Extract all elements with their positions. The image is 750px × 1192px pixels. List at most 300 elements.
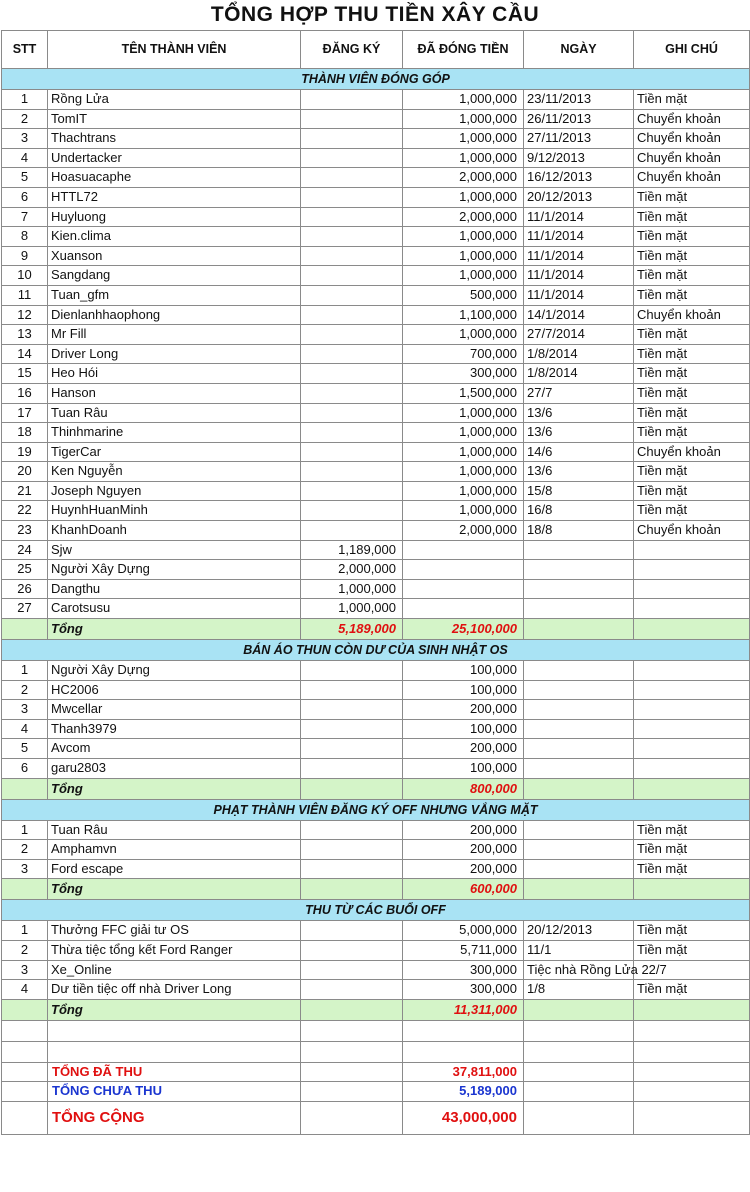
date-cell: 11/1/2014 bbox=[524, 266, 634, 286]
table-row bbox=[2, 759, 750, 779]
table-row bbox=[2, 960, 750, 980]
stt-cell: 22 bbox=[2, 501, 48, 521]
note-cell: Tiền mặt bbox=[634, 859, 750, 879]
registered-amount-cell bbox=[301, 207, 403, 227]
paid-amount-cell: 1,000,000 bbox=[403, 481, 524, 501]
registered-amount-cell bbox=[301, 148, 403, 168]
note-cell bbox=[634, 560, 750, 580]
registered-amount-cell bbox=[301, 285, 403, 305]
note-cell: Tiền mặt bbox=[634, 980, 750, 1000]
registered-amount-cell bbox=[301, 980, 403, 1000]
registered-amount-cell bbox=[301, 129, 403, 149]
paid-amount-cell: 500,000 bbox=[403, 285, 524, 305]
total-paid: 25,100,000 bbox=[403, 619, 524, 640]
paid-amount-cell: 200,000 bbox=[403, 700, 524, 720]
stt-cell: 6 bbox=[2, 187, 48, 207]
date-cell: 23/11/2013 bbox=[524, 90, 634, 110]
note-cell bbox=[634, 739, 750, 759]
table-row bbox=[2, 364, 750, 384]
stt-cell: 14 bbox=[2, 344, 48, 364]
registered-amount-cell bbox=[301, 462, 403, 482]
header-stt: STT bbox=[2, 31, 48, 69]
grand-total-value: 43,000,000 bbox=[403, 1101, 524, 1134]
note-cell: Chuyển khoản bbox=[634, 109, 750, 129]
registered-amount-cell bbox=[301, 759, 403, 779]
table-row bbox=[2, 442, 750, 462]
date-cell: 14/1/2014 bbox=[524, 305, 634, 325]
table-row bbox=[2, 521, 750, 541]
table-row bbox=[2, 820, 750, 840]
total-collected-value: 37,811,000 bbox=[403, 1062, 524, 1082]
table-row bbox=[2, 661, 750, 681]
note-cell bbox=[634, 579, 750, 599]
stt-cell: 25 bbox=[2, 560, 48, 580]
registered-amount-cell bbox=[301, 403, 403, 423]
member-name-cell: Xe_Online bbox=[48, 960, 301, 980]
date-cell: 13/6 bbox=[524, 403, 634, 423]
member-name-cell: HC2006 bbox=[48, 680, 301, 700]
total-pending-row bbox=[2, 1082, 750, 1102]
member-name-cell: TigerCar bbox=[48, 442, 301, 462]
note-cell bbox=[634, 719, 750, 739]
header-date: NGÀY bbox=[524, 31, 634, 69]
paid-amount-cell bbox=[403, 599, 524, 619]
date-cell: 26/11/2013 bbox=[524, 109, 634, 129]
header-note: GHI CHÚ bbox=[634, 31, 750, 69]
note-cell: Tiền mặt bbox=[634, 187, 750, 207]
member-name-cell: Driver Long bbox=[48, 344, 301, 364]
grand-total-label: TỔNG CỘNG bbox=[48, 1101, 301, 1134]
total-paid: 11,311,000 bbox=[403, 999, 524, 1020]
stt-cell: 5 bbox=[2, 168, 48, 188]
note-cell: Tiền mặt bbox=[634, 383, 750, 403]
date-cell bbox=[524, 820, 634, 840]
registered-amount-cell: 1,000,000 bbox=[301, 579, 403, 599]
note-cell bbox=[634, 599, 750, 619]
member-name-cell: Sangdang bbox=[48, 266, 301, 286]
total-label: Tổng bbox=[48, 999, 301, 1020]
total-stt-cell bbox=[2, 619, 48, 640]
section-title: BÁN ÁO THUN CÒN DƯ CỦA SINH NHẬT OS bbox=[2, 640, 750, 661]
stt-cell: 26 bbox=[2, 579, 48, 599]
total-collected-label: TỔNG ĐÃ THU bbox=[48, 1062, 301, 1082]
registered-amount-cell bbox=[301, 521, 403, 541]
date-cell: 1/8/2014 bbox=[524, 364, 634, 384]
paid-amount-cell: 100,000 bbox=[403, 759, 524, 779]
section-header bbox=[2, 900, 750, 921]
registered-amount-cell bbox=[301, 820, 403, 840]
registered-amount-cell bbox=[301, 305, 403, 325]
note-cell: Tiền mặt bbox=[634, 940, 750, 960]
registered-amount-cell bbox=[301, 661, 403, 681]
registered-amount-cell bbox=[301, 940, 403, 960]
paid-amount-cell: 300,000 bbox=[403, 980, 524, 1000]
table-row bbox=[2, 344, 750, 364]
table-row bbox=[2, 921, 750, 941]
note-cell: Tiền mặt bbox=[634, 266, 750, 286]
note-cell: Chuyển khoản bbox=[634, 168, 750, 188]
total-date-cell bbox=[524, 619, 634, 640]
member-name-cell: Carotsusu bbox=[48, 599, 301, 619]
stt-cell: 3 bbox=[2, 859, 48, 879]
note-cell: Tiền mặt bbox=[634, 344, 750, 364]
member-name-cell: Dư tiền tiệc off nhà Driver Long bbox=[48, 980, 301, 1000]
note-cell: Tiền mặt bbox=[634, 481, 750, 501]
paid-amount-cell: 100,000 bbox=[403, 719, 524, 739]
table-row bbox=[2, 501, 750, 521]
table-row bbox=[2, 90, 750, 110]
date-cell: 11/1/2014 bbox=[524, 207, 634, 227]
paid-amount-cell bbox=[403, 540, 524, 560]
table-row bbox=[2, 383, 750, 403]
total-registered bbox=[301, 778, 403, 799]
registered-amount-cell: 2,000,000 bbox=[301, 560, 403, 580]
paid-amount-cell: 5,000,000 bbox=[403, 921, 524, 941]
member-name-cell: Amphamvn bbox=[48, 840, 301, 860]
total-note-cell bbox=[634, 999, 750, 1020]
total-label: Tổng bbox=[48, 778, 301, 799]
table-row bbox=[2, 168, 750, 188]
total-note-cell bbox=[634, 879, 750, 900]
registered-amount-cell bbox=[301, 109, 403, 129]
registered-amount-cell bbox=[301, 344, 403, 364]
registered-amount-cell bbox=[301, 325, 403, 345]
paid-amount-cell: 300,000 bbox=[403, 960, 524, 980]
note-cell: Tiền mặt bbox=[634, 364, 750, 384]
member-name-cell: Thachtrans bbox=[48, 129, 301, 149]
date-cell: 1/8/2014 bbox=[524, 344, 634, 364]
table-row bbox=[2, 840, 750, 860]
member-name-cell: Joseph Nguyen bbox=[48, 481, 301, 501]
member-name-cell: Dienlanhhaophong bbox=[48, 305, 301, 325]
table-row bbox=[2, 859, 750, 879]
paid-amount-cell: 200,000 bbox=[403, 820, 524, 840]
table-row bbox=[2, 680, 750, 700]
stt-cell: 27 bbox=[2, 599, 48, 619]
member-name-cell: Người Xây Dựng bbox=[48, 560, 301, 580]
member-name-cell: Heo Hói bbox=[48, 364, 301, 384]
registered-amount-cell bbox=[301, 364, 403, 384]
total-paid: 800,000 bbox=[403, 778, 524, 799]
section-total-row bbox=[2, 778, 750, 799]
note-cell: Tiền mặt bbox=[634, 90, 750, 110]
total-stt-cell bbox=[2, 999, 48, 1020]
date-cell bbox=[524, 560, 634, 580]
stt-cell: 21 bbox=[2, 481, 48, 501]
member-name-cell: Thừa tiệc tổng kết Ford Ranger bbox=[48, 940, 301, 960]
paid-amount-cell: 1,000,000 bbox=[403, 148, 524, 168]
stt-cell: 2 bbox=[2, 109, 48, 129]
note-cell: Tiền mặt bbox=[634, 423, 750, 443]
header-row bbox=[2, 31, 750, 69]
table-row bbox=[2, 579, 750, 599]
member-name-cell: HuynhHuanMinh bbox=[48, 501, 301, 521]
date-cell bbox=[524, 859, 634, 879]
stt-cell: 6 bbox=[2, 759, 48, 779]
stt-cell: 5 bbox=[2, 739, 48, 759]
member-name-cell: Kien.clima bbox=[48, 227, 301, 247]
note-cell: Tiền mặt bbox=[634, 921, 750, 941]
table-row bbox=[2, 148, 750, 168]
registered-amount-cell bbox=[301, 423, 403, 443]
date-cell: 16/12/2013 bbox=[524, 168, 634, 188]
registered-amount-cell bbox=[301, 246, 403, 266]
note-cell: Tiền mặt bbox=[634, 820, 750, 840]
date-cell: 27/7/2014 bbox=[524, 325, 634, 345]
table-row bbox=[2, 462, 750, 482]
stt-cell: 1 bbox=[2, 661, 48, 681]
header-registered: ĐĂNG KÝ bbox=[301, 31, 403, 69]
paid-amount-cell: 2,000,000 bbox=[403, 521, 524, 541]
note-cell: Tiền mặt bbox=[634, 325, 750, 345]
table-row bbox=[2, 540, 750, 560]
stt-cell: 1 bbox=[2, 820, 48, 840]
date-cell: 11/1/2014 bbox=[524, 285, 634, 305]
registered-amount-cell bbox=[301, 719, 403, 739]
paid-amount-cell: 1,000,000 bbox=[403, 423, 524, 443]
member-name-cell: Ford escape bbox=[48, 859, 301, 879]
paid-amount-cell: 1,000,000 bbox=[403, 129, 524, 149]
table-row bbox=[2, 109, 750, 129]
paid-amount-cell: 100,000 bbox=[403, 680, 524, 700]
member-name-cell: HTTL72 bbox=[48, 187, 301, 207]
date-cell: Tiệc nhà Rồng Lửa 22/7 bbox=[524, 960, 634, 980]
note-cell: Tiền mặt bbox=[634, 246, 750, 266]
blank-row bbox=[2, 1041, 750, 1062]
paid-amount-cell: 1,000,000 bbox=[403, 227, 524, 247]
stt-cell: 2 bbox=[2, 680, 48, 700]
total-note-cell bbox=[634, 619, 750, 640]
registered-amount-cell bbox=[301, 90, 403, 110]
table-row bbox=[2, 305, 750, 325]
paid-amount-cell: 1,000,000 bbox=[403, 266, 524, 286]
paid-amount-cell: 200,000 bbox=[403, 840, 524, 860]
date-cell: 20/12/2013 bbox=[524, 921, 634, 941]
registered-amount-cell bbox=[301, 840, 403, 860]
paid-amount-cell: 700,000 bbox=[403, 344, 524, 364]
date-cell: 27/7 bbox=[524, 383, 634, 403]
registered-amount-cell: 1,000,000 bbox=[301, 599, 403, 619]
note-cell: Chuyển khoản bbox=[634, 129, 750, 149]
total-note-cell bbox=[634, 778, 750, 799]
stt-cell: 20 bbox=[2, 462, 48, 482]
paid-amount-cell: 5,711,000 bbox=[403, 940, 524, 960]
paid-amount-cell: 200,000 bbox=[403, 739, 524, 759]
paid-amount-cell: 1,500,000 bbox=[403, 383, 524, 403]
paid-amount-cell bbox=[403, 560, 524, 580]
date-cell: 11/1 bbox=[524, 940, 634, 960]
paid-amount-cell: 1,100,000 bbox=[403, 305, 524, 325]
registered-amount-cell bbox=[301, 960, 403, 980]
stt-cell: 2 bbox=[2, 840, 48, 860]
date-cell: 11/1/2014 bbox=[524, 227, 634, 247]
stt-cell: 19 bbox=[2, 442, 48, 462]
paid-amount-cell: 2,000,000 bbox=[403, 207, 524, 227]
stt-cell: 4 bbox=[2, 148, 48, 168]
registered-amount-cell bbox=[301, 383, 403, 403]
stt-cell: 8 bbox=[2, 227, 48, 247]
section-total-row bbox=[2, 879, 750, 900]
date-cell: 9/12/2013 bbox=[524, 148, 634, 168]
blank-row bbox=[2, 1020, 750, 1041]
date-cell: 18/8 bbox=[524, 521, 634, 541]
stt-cell: 18 bbox=[2, 423, 48, 443]
total-date-cell bbox=[524, 778, 634, 799]
date-cell bbox=[524, 719, 634, 739]
note-cell bbox=[634, 759, 750, 779]
paid-amount-cell: 2,000,000 bbox=[403, 168, 524, 188]
table-row bbox=[2, 129, 750, 149]
member-name-cell: Thưởng FFC giải tư OS bbox=[48, 921, 301, 941]
section-total-row bbox=[2, 619, 750, 640]
total-registered bbox=[301, 879, 403, 900]
stt-cell: 23 bbox=[2, 521, 48, 541]
note-cell: Tiền mặt bbox=[634, 840, 750, 860]
note-cell: Chuyển khoản bbox=[634, 305, 750, 325]
member-name-cell: KhanhDoanh bbox=[48, 521, 301, 541]
member-name-cell: Undertacker bbox=[48, 148, 301, 168]
paid-amount-cell bbox=[403, 579, 524, 599]
paid-amount-cell: 1,000,000 bbox=[403, 403, 524, 423]
stt-cell: 16 bbox=[2, 383, 48, 403]
table-row bbox=[2, 403, 750, 423]
note-cell: Tiền mặt bbox=[634, 207, 750, 227]
stt-cell: 17 bbox=[2, 403, 48, 423]
note-cell: Tiền mặt bbox=[634, 403, 750, 423]
section-header bbox=[2, 69, 750, 90]
date-cell: 1/8 bbox=[524, 980, 634, 1000]
contributions-table bbox=[1, 30, 750, 1135]
section-total-row bbox=[2, 999, 750, 1020]
table-row bbox=[2, 980, 750, 1000]
date-cell: 13/6 bbox=[524, 462, 634, 482]
total-paid: 600,000 bbox=[403, 879, 524, 900]
date-cell bbox=[524, 540, 634, 560]
stt-cell: 3 bbox=[2, 960, 48, 980]
date-cell: 15/8 bbox=[524, 481, 634, 501]
section-title: PHẠT THÀNH VIÊN ĐĂNG KÝ OFF NHƯNG VẮNG MẶT bbox=[2, 799, 750, 820]
total-registered: 5,189,000 bbox=[301, 619, 403, 640]
date-cell: 16/8 bbox=[524, 501, 634, 521]
total-label: Tổng bbox=[48, 879, 301, 900]
stt-cell: 4 bbox=[2, 980, 48, 1000]
paid-amount-cell: 1,000,000 bbox=[403, 187, 524, 207]
note-cell bbox=[634, 540, 750, 560]
registered-amount-cell bbox=[301, 700, 403, 720]
section-title: THÀNH VIÊN ĐÓNG GÓP bbox=[2, 69, 750, 90]
stt-cell: 11 bbox=[2, 285, 48, 305]
registered-amount-cell bbox=[301, 859, 403, 879]
date-cell bbox=[524, 599, 634, 619]
note-cell: Chuyển khoản bbox=[634, 148, 750, 168]
date-cell: 13/6 bbox=[524, 423, 634, 443]
registered-amount-cell bbox=[301, 501, 403, 521]
member-name-cell: Huyluong bbox=[48, 207, 301, 227]
date-cell bbox=[524, 579, 634, 599]
member-name-cell: garu2803 bbox=[48, 759, 301, 779]
paid-amount-cell: 1,000,000 bbox=[403, 325, 524, 345]
stt-cell: 3 bbox=[2, 129, 48, 149]
total-stt-cell bbox=[2, 879, 48, 900]
date-cell: 14/6 bbox=[524, 442, 634, 462]
note-cell: Tiền mặt bbox=[634, 227, 750, 247]
section-header bbox=[2, 799, 750, 820]
table-row bbox=[2, 599, 750, 619]
date-cell bbox=[524, 661, 634, 681]
paid-amount-cell: 1,000,000 bbox=[403, 246, 524, 266]
registered-amount-cell bbox=[301, 168, 403, 188]
table-row bbox=[2, 285, 750, 305]
table-row bbox=[2, 227, 750, 247]
total-date-cell bbox=[524, 999, 634, 1020]
stt-cell: 3 bbox=[2, 700, 48, 720]
date-cell bbox=[524, 680, 634, 700]
stt-cell: 4 bbox=[2, 719, 48, 739]
date-cell: 27/11/2013 bbox=[524, 129, 634, 149]
member-name-cell: Rồng Lửa bbox=[48, 90, 301, 110]
note-cell bbox=[634, 680, 750, 700]
member-name-cell: Tuan Râu bbox=[48, 403, 301, 423]
grand-total-row bbox=[2, 1101, 750, 1134]
registered-amount-cell bbox=[301, 442, 403, 462]
paid-amount-cell: 1,000,000 bbox=[403, 442, 524, 462]
stt-cell: 15 bbox=[2, 364, 48, 384]
table-row bbox=[2, 481, 750, 501]
member-name-cell: TomIT bbox=[48, 109, 301, 129]
stt-cell: 10 bbox=[2, 266, 48, 286]
table-row bbox=[2, 187, 750, 207]
note-cell: Tiền mặt bbox=[634, 285, 750, 305]
member-name-cell: Hanson bbox=[48, 383, 301, 403]
stt-cell: 12 bbox=[2, 305, 48, 325]
table-row bbox=[2, 560, 750, 580]
table-row bbox=[2, 739, 750, 759]
section-title: THU TỪ CÁC BUỔI OFF bbox=[2, 900, 750, 921]
registered-amount-cell bbox=[301, 266, 403, 286]
header-paid: ĐÃ ĐÓNG TIỀN bbox=[403, 31, 524, 69]
member-name-cell: Hoasuacaphe bbox=[48, 168, 301, 188]
paid-amount-cell: 1,000,000 bbox=[403, 90, 524, 110]
member-name-cell: Mwcellar bbox=[48, 700, 301, 720]
date-cell: 20/12/2013 bbox=[524, 187, 634, 207]
paid-amount-cell: 200,000 bbox=[403, 859, 524, 879]
table-row bbox=[2, 719, 750, 739]
paid-amount-cell: 1,000,000 bbox=[403, 501, 524, 521]
total-collected-row bbox=[2, 1062, 750, 1082]
date-cell bbox=[524, 759, 634, 779]
registered-amount-cell bbox=[301, 187, 403, 207]
member-name-cell: Mr Fill bbox=[48, 325, 301, 345]
member-name-cell: Ken Nguyễn bbox=[48, 462, 301, 482]
stt-cell: 2 bbox=[2, 940, 48, 960]
registered-amount-cell bbox=[301, 227, 403, 247]
header-name: TÊN THÀNH VIÊN bbox=[48, 31, 301, 69]
paid-amount-cell: 100,000 bbox=[403, 661, 524, 681]
stt-cell: 13 bbox=[2, 325, 48, 345]
date-cell: 11/1/2014 bbox=[524, 246, 634, 266]
paid-amount-cell: 1,000,000 bbox=[403, 109, 524, 129]
registered-amount-cell bbox=[301, 481, 403, 501]
registered-amount-cell: 1,189,000 bbox=[301, 540, 403, 560]
note-cell bbox=[634, 661, 750, 681]
stt-cell: 9 bbox=[2, 246, 48, 266]
table-row bbox=[2, 246, 750, 266]
note-cell: Chuyển khoản bbox=[634, 521, 750, 541]
total-pending-value: 5,189,000 bbox=[403, 1082, 524, 1102]
total-label: Tổng bbox=[48, 619, 301, 640]
member-name-cell: Người Xây Dựng bbox=[48, 661, 301, 681]
paid-amount-cell: 1,000,000 bbox=[403, 462, 524, 482]
